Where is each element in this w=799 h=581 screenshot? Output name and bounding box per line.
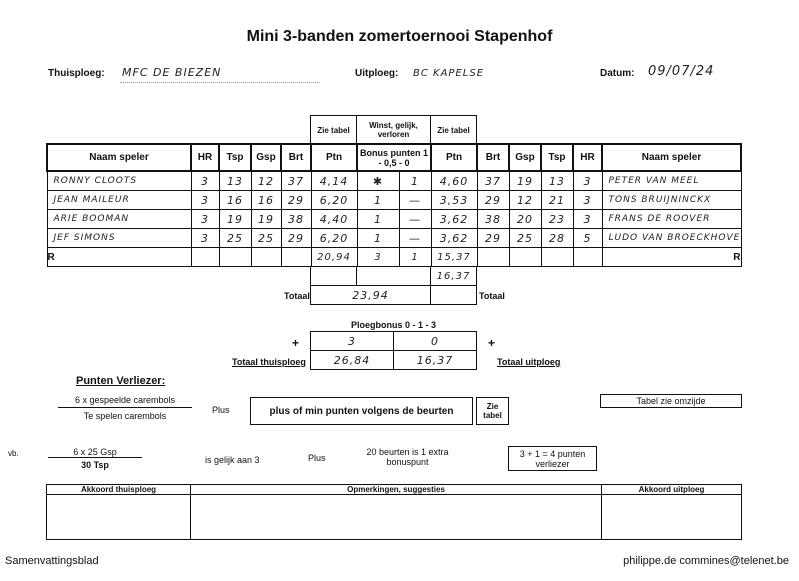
cell-away-bonus: — [399, 191, 431, 210]
cell-home-name: ARIE BOOMAN [47, 210, 191, 229]
cell-away-brt: 38 [477, 210, 509, 229]
page-title: Mini 3-banden zomertoernooi Stapenhof [246, 28, 553, 45]
col-brt-home: Brt [281, 144, 311, 171]
signature-table [46, 484, 742, 540]
r-label: R [47, 248, 191, 267]
winst-header: Winst, gelijk, verloren [356, 115, 431, 145]
footer-left: Samenvattingsblad [5, 555, 99, 567]
cell-away-gsp: 19 [509, 171, 541, 191]
table-row [47, 210, 741, 229]
cell-home-name: JEF SIMONS [47, 229, 191, 248]
cell-home-ptn: 6,20 [311, 191, 357, 210]
zie-tabel-header-home: Zie tabel [310, 115, 357, 145]
col-bonus: Bonus punten 1 - 0,5 - 0 [357, 144, 431, 171]
col-tsp-home: Tsp [219, 144, 251, 171]
col-ptn-away: Ptn [431, 144, 477, 171]
col-naam-away: Naam speler [602, 144, 741, 171]
cell-home-ptn: 6,20 [311, 229, 357, 248]
cell-home-gsp: 16 [251, 191, 281, 210]
col-hr-away: HR [573, 144, 602, 171]
plus-home: + [292, 336, 300, 350]
example-beurten: 20 beurten is 1 extra bonuspunt [366, 447, 449, 467]
cell-away-tsp: 28 [541, 229, 573, 248]
cell-away-name: LUDO VAN BROECKHOVE [602, 229, 741, 248]
cell-away-hr: 3 [573, 171, 602, 191]
r-away-ptn: 15,37 [431, 248, 477, 267]
punten-verliezer-title: Punten Verliezer: [76, 375, 166, 387]
col-hr-home: HR [191, 144, 219, 171]
cell-away-hr: 5 [573, 229, 602, 248]
ploegbonus-home: 3 [310, 331, 394, 351]
zie-tabel-box: Zie tabel [476, 397, 509, 425]
cell-away-hr: 3 [573, 210, 602, 229]
cell-home-name: JEAN MAILEUR [47, 191, 191, 210]
col-naam-home: Naam speler [47, 144, 191, 171]
akkoord-home-field[interactable] [47, 495, 191, 540]
cell-away-name: TONS BRUIJNINCKX [602, 191, 741, 210]
cell-home-hr: 3 [191, 210, 219, 229]
col-gsp-away: Gsp [509, 144, 541, 171]
cell-home-hr: 3 [191, 229, 219, 248]
cell-away-ptn: 3,53 [431, 191, 477, 210]
cell-home-gsp: 25 [251, 229, 281, 248]
cell-away-name: PETER VAN MEEL [602, 171, 741, 191]
table-row [47, 171, 741, 191]
cell-home-name: RONNY CLOOTS [47, 171, 191, 191]
cell-home-hr: 3 [191, 191, 219, 210]
cell-away-tsp: 23 [541, 210, 573, 229]
date-value: 09/07/24 [648, 64, 715, 79]
table-row [47, 191, 741, 210]
footer-email: philippe.de commines@telenet.be [623, 555, 789, 567]
cell-away-gsp: 25 [509, 229, 541, 248]
score-table [46, 143, 742, 267]
cell-home-brt: 29 [281, 229, 311, 248]
r-away-bonus: 1 [399, 248, 431, 267]
cell-home-tsp: 19 [219, 210, 251, 229]
formula-numerator: 6 x gespeelde carembols [58, 395, 192, 408]
cell-away-bonus: — [399, 229, 431, 248]
akkoord-home-header: Akkoord thuisploeg [47, 485, 191, 495]
cell-away-hr: 3 [573, 191, 602, 210]
cell-home-tsp: 16 [219, 191, 251, 210]
col-brt-away: Brt [477, 144, 509, 171]
cell-home-ptn: 4,40 [311, 210, 357, 229]
r-home-ptn: 20,94 [311, 248, 357, 267]
home-team-value: MFC DE BIEZEN [122, 66, 222, 79]
example-plus: Plus [308, 453, 326, 463]
cell-home-gsp: 19 [251, 210, 281, 229]
ploegbonus-away: 0 [393, 331, 477, 351]
date-label: Datum: [600, 68, 635, 79]
cell-away-brt: 29 [477, 191, 509, 210]
cell-away-gsp: 12 [509, 191, 541, 210]
cell-home-ptn: 4,14 [311, 171, 357, 191]
extra-away-ptn: 16,37 [430, 266, 477, 286]
zie-tabel-header-away: Zie tabel [430, 115, 477, 145]
cell-home-bonus: 1 [357, 229, 399, 248]
total-home-label: Totaal thuisploeg [232, 357, 306, 367]
total-away-label: Totaal uitploeg [497, 357, 561, 367]
example-result: 3 + 1 = 4 punten verliezer [508, 446, 597, 471]
cell-home-tsp: 13 [219, 171, 251, 191]
cell-home-hr: 3 [191, 171, 219, 191]
cell-away-brt: 37 [477, 171, 509, 191]
home-team-label: Thuisploeg: [48, 68, 105, 79]
cell-away-ptn: 3,62 [431, 229, 477, 248]
example-vb: vb. [8, 449, 19, 458]
totaal-away [430, 285, 477, 305]
r-label-away: R [602, 248, 741, 267]
cell-away-name: FRANS DE ROOVER [602, 210, 741, 229]
cell-away-ptn: 4,60 [431, 171, 477, 191]
away-team-value: BC KAPELSE [413, 68, 485, 79]
cell-home-bonus: 1 [357, 210, 399, 229]
plus-away: + [488, 336, 496, 350]
totaal-home: 23,94 [310, 285, 431, 305]
akkoord-away-header: Akkoord uitploeg [602, 485, 742, 495]
cell-home-tsp: 25 [219, 229, 251, 248]
cell-away-tsp: 13 [541, 171, 573, 191]
totaal-label-home: Totaal [284, 291, 310, 301]
cell-home-brt: 29 [281, 191, 311, 210]
ploegbonus-label: Ploegbonus 0 - 1 - 3 [350, 320, 436, 330]
cell-home-bonus: 1 [357, 191, 399, 210]
plus-label: Plus [212, 405, 230, 415]
opmerkingen-field[interactable] [191, 495, 602, 540]
cell-home-gsp: 12 [251, 171, 281, 191]
cell-away-bonus: — [399, 210, 431, 229]
example-numerator: 6 x 25 Gsp [48, 447, 142, 458]
cell-away-ptn: 3,62 [431, 210, 477, 229]
col-gsp-home: Gsp [251, 144, 281, 171]
cell-home-bonus: ✱ [357, 171, 399, 191]
totaal-label-away: Totaal [479, 291, 505, 301]
cell-home-brt: 37 [281, 171, 311, 191]
cell-away-gsp: 20 [509, 210, 541, 229]
r-home-bonus: 3 [357, 248, 399, 267]
example-denominator: 30 Tsp [81, 460, 109, 470]
r-row [47, 248, 741, 267]
table-row [47, 229, 741, 248]
col-ptn-home: Ptn [311, 144, 357, 171]
cell-home-brt: 38 [281, 210, 311, 229]
akkoord-away-field[interactable] [602, 495, 742, 540]
cell-away-tsp: 21 [541, 191, 573, 210]
cell-away-bonus: 1 [399, 171, 431, 191]
col-tsp-away: Tsp [541, 144, 573, 171]
away-team-label: Uitploeg: [355, 68, 399, 79]
tabel-omzijde-box: Tabel zie omzijde [600, 394, 742, 408]
example-equals: is gelijk aan 3 [205, 455, 260, 465]
opmerkingen-header: Opmerkingen, suggesties [191, 485, 602, 495]
cell-away-brt: 29 [477, 229, 509, 248]
formula-denominator: Te spelen carembols [83, 411, 167, 421]
beurten-box: plus of min punten volgens de beurten [250, 397, 473, 425]
total-home-value: 26,84 [310, 350, 394, 370]
total-away-value: 16,37 [393, 350, 477, 370]
